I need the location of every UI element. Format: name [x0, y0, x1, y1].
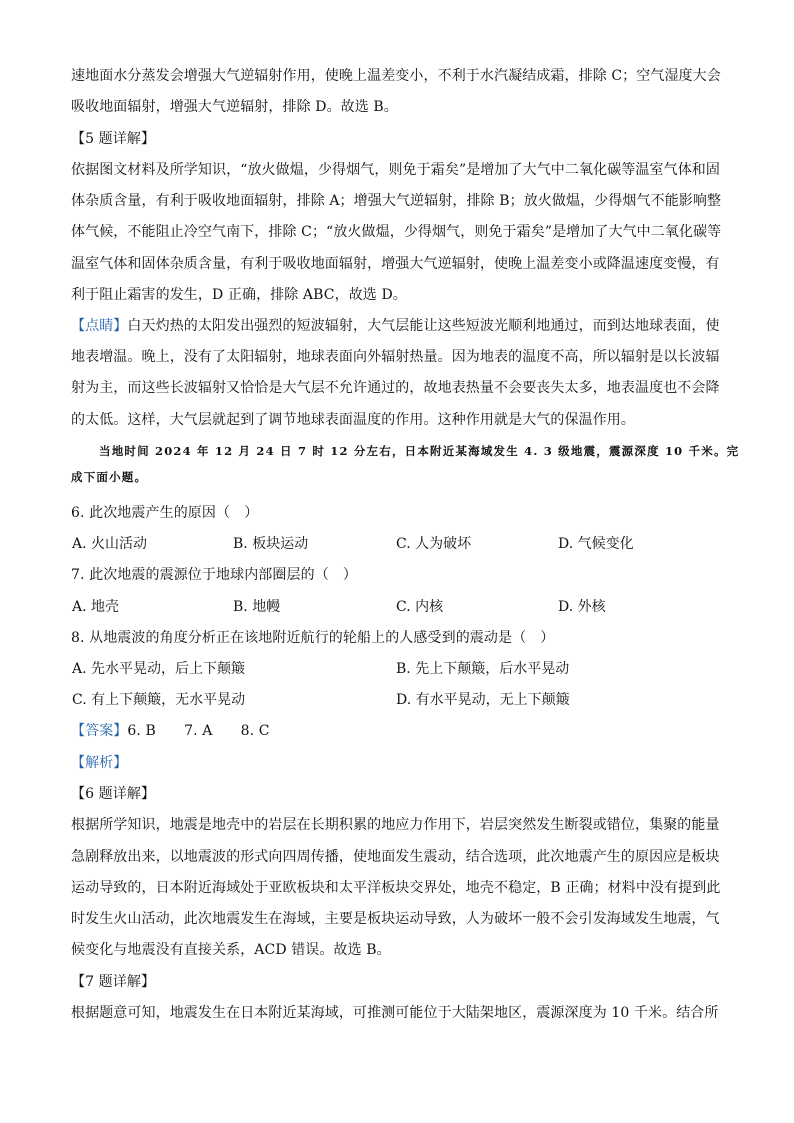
- prev-analysis-line-1: 速地面水分蒸发会增强大气逆辐射作用，使晚上温差变小，不利于水汽凝结成霜，排除 C；空气湿度大会: [71, 68, 721, 84]
- q6-option-a: A. 火山活动: [72, 536, 148, 552]
- q8-option-c: C. 有上下颠簸，无水平晃动: [72, 692, 246, 708]
- q5-detail-line-5: 利于阻止霜害的发生，D 正确，排除 ABC，故选 D。: [71, 287, 407, 303]
- intro-line-1: 当地时间 2024 年 12 月 24 日 7 时 12 分左右，日本附近某海域发生 4. 3 级地震，震源深度 10 千米。完: [99, 444, 740, 458]
- q5-detail-line-4: 温室气体和固体杂质含量，有利于吸收地面辐射，增强大气逆辐射，使晚上温差变小或降温速度变慢，有: [71, 256, 720, 272]
- prev-analysis-line-2: 吸收地面辐射，增强大气逆辐射，排除 D。故选 B。: [71, 99, 398, 115]
- q5-detail-line-3: 体气候，不能阻止冷空气南下，排除 C；“放火做煴，少得烟气，则免于霜矣”是增加了大气中二氧化碳等: [71, 224, 722, 240]
- q6-option-c: C. 人为破坏: [396, 536, 472, 552]
- q8-option-b: B. 先上下颠簸，后水平晃动: [396, 661, 570, 677]
- q7-option-a: A. 地壳: [72, 599, 120, 615]
- q6-detail-heading: 【6 题详解】: [71, 786, 156, 802]
- answer-value: 6. B 7. A 8. C: [127, 723, 270, 739]
- dianjing-line-3: 射为主，而这些长波辐射又恰恰是大气层不允许通过的，故地表热量不会要丧失太多，地表温度也不会降: [71, 380, 720, 396]
- q7-detail-line-1: 根据题意可知，地震发生在日本附近某海域，可推测可能位于大陆架地区，震源深度为 10 千米。结合所: [71, 1005, 719, 1021]
- q5-detail-line-1: 依据图文材料及所学知识，“放火做煴，少得烟气，则免于霜矣”是增加了大气中二氧化碳等温室气体和固: [71, 162, 721, 178]
- q6-detail-line-3: 运动导致的，日本附近海域处于亚欧板块和太平洋板块交界处，地壳不稳定，B 正确；材料中没有提到此: [71, 880, 721, 896]
- answer-line: [71, 721, 270, 741]
- dianjing-text-1: 白天灼热的太阳发出强烈的短波辐射，大气层能让这些短波光顺利地通过，而到达地球表面，使: [127, 318, 720, 334]
- q6-option-d: D. 气候变化: [558, 536, 634, 552]
- dianjing-label: 【点睛】: [71, 318, 128, 334]
- q6-detail-line-4: 时发生火山活动，此次地震发生在海域，主要是板块运动导致，人为破坏一般不会引发海域发生地震，气: [71, 911, 720, 927]
- question-7-stem: 7. 此次地震的震源位于地球内部圈层的（ ）: [71, 567, 358, 583]
- q6-detail-line-2: 急剧释放出来，以地震波的形式向四周传播，使地面发生震动，结合选项，此次地震产生的原因应是板块: [71, 849, 720, 865]
- q5-detail-heading: 【5 题详解】: [71, 131, 156, 147]
- q7-option-d: D. 外核: [558, 599, 606, 615]
- dianjing-line-4: 的太低。这样，大气层就起到了调节地球表面温度的作用。这种作用就是大气的保温作用。: [71, 412, 635, 428]
- question-8-stem: 8. 从地震波的角度分析正在该地附近航行的轮船上的人感受到的震动是（ ）: [71, 630, 555, 646]
- answer-label: 【答案】: [71, 723, 128, 739]
- q6-detail-line-5: 候变化与地震没有直接关系，ACD 错误。故选 B。: [71, 942, 391, 958]
- q8-option-d: D. 有水平晃动，无上下颠簸: [396, 692, 570, 708]
- q6-option-b: B. 板块运动: [233, 536, 309, 552]
- dianjing-line-2: 地表增温。晚上，没有了太阳辐射，地球表面向外辐射热量。因为地表的温度不高，所以辐射是以长波辐: [71, 349, 720, 365]
- q7-detail-heading: 【7 题详解】: [71, 974, 156, 990]
- dianjing-line-1: [71, 316, 720, 336]
- q6-detail-line-1: 根据所学知识，地震是地壳中的岩层在长期积累的地应力作用下，岩层突然发生断裂或错位，集聚的能量: [71, 817, 720, 833]
- question-6-stem: 6. 此次地震产生的原因（ ）: [71, 505, 259, 521]
- jiexi-heading: 【解析】: [71, 755, 128, 771]
- q8-option-a: A. 先水平晃动，后上下颠簸: [72, 661, 246, 677]
- q5-detail-line-2: 体杂质含量，有利于吸收地面辐射，排除 A；增强大气逆辐射，排除 B；放火做煴，少得烟气不能影响整: [71, 193, 722, 209]
- intro-line-2: 成下面小题。: [71, 470, 148, 484]
- q7-option-b: B. 地幔: [233, 599, 281, 615]
- q7-option-c: C. 内核: [396, 599, 444, 615]
